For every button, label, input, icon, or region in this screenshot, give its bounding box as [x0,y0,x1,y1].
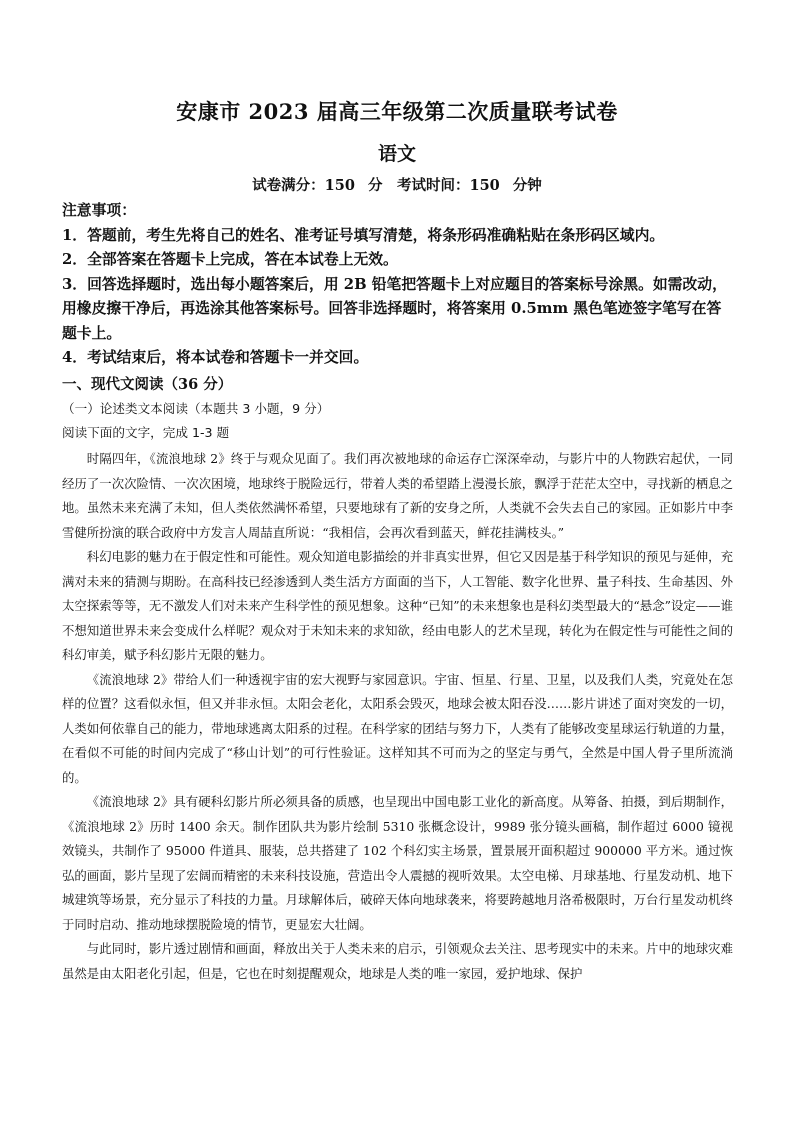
passage-paragraph-3: 《流浪地球 2》带给人们一种透视宇宙的宏大视野与家园意识。宇宙、恒星、行星、卫星，以及我们人类，究竟处在怎样的位置？这看似永恒，但又并非永恒。太阳会老化，太阳系会毁灭，地球会被太阳吞没……影片讲述了面对突发的一切，人类如何依靠自己的能力，带地球逃离太阳系的过程。在科学家的团结与努力下，人类有了能够改变星球运行轨道的力量，在看似不可能的时间内完成了“移山计划”的可行性验证。这样知其不可而为之的坚定与勇气，全然是中国人骨子里所流淌的。 [62,671,733,785]
passage-paragraph-5: 与此同时，影片透过剧情和画面，释放出关于人类未来的启示，引领观众去关注、思考现实中的未来。片中的地球灾难虽然是由太阳老化引起，但是，它也在时刻提醒观众，地球是人类的唯一家园，爱护地球、保护 [62,941,733,981]
notes-heading: 注意事项： [62,202,136,219]
exam-meta: 试卷满分：150 分 考试时间：150 分钟 [252,177,542,194]
passage-paragraph-2: 科幻电影的魅力在于假定性和可能性。观众知道电影描绘的并非真实世界，但它又因是基于科学知识的预见与延伸，充满对未来的猜测与期盼。在高科技已经渗透到人类生活方方面面的当下，人工智能、数字化世界、量子科技、生命基因、外太空探索等等，无不激发人们对未来产生科学性的预见想象。这种“已知”的未来想象也是科幻类型最大的“悬念”设定——谁不想知道世界未来会变成什么样呢？观众对于未知未来的求知欲，经由电影人的艺术呈现，转化为在假定性与可能性之间的科幻审美，赋予科幻影片无限的魅力。 [62,549,733,662]
section-heading: 一、现代文阅读（36 分） [62,376,233,393]
reading-instruction: 阅读下面的文字，完成 1-3 题 [62,425,230,440]
notes-block [62,199,732,371]
subsection-heading: （一）论述类文本阅读（本题共 3 小题，9 分） [62,401,330,416]
note-item-3: 3．回答选择题时，选出每小题答案后，用 2B 铅笔把答题卡上对应题目的答案标号涂黑。如需改动，用橡皮擦干净后，再选涂其他答案标号。回答非选择题时，将答案用 0.5mm 黑色笔迹签字笔写在答题卡上。 [62,275,727,342]
reading-passage [62,447,733,986]
note-item-4: 4．考试结束后，将本试卷和答题卡一并交回。 [62,349,369,366]
note-item-2: 2．全部答案在答题卡上完成，答在本试卷上无效。 [62,251,398,268]
exam-title: 安康市 2023 届高三年级第二次质量联考试卷 [176,99,618,124]
subject-title: 语文 [377,143,416,165]
passage-paragraph-1: 时隔四年，《流浪地球 2》终于与观众见面了。我们再次被地球的命运存亡深深牵动，与影片中的人物跌宕起伏，一同经历了一次次险情、一次次困境，地球终于脱险远行，带着人类的希望踏上漫漫长旅，飘浮于茫茫太空中，寻找新的栖息之地。虽然未来充满了未知，但人类依然满怀希望，只要地球有了新的安身之所，人类就不会失去自己的家园。正如影片中李雪健所扮演的联合政府中方发言人周喆直所说：“我相信，会再次看到蓝天，鲜花挂满枝头。” [62,451,733,540]
note-item-1: 1．答题前，考生先将自己的姓名、准考证号填写清楚，将条形码准确粘贴在条形码区域内。 [62,226,665,244]
passage-paragraph-4: 《流浪地球 2》具有硬科幻影片所必须具备的质感，也呈现出中国电影工业化的新高度。从筹备、拍摄，到后期制作，《流浪地球 2》历时 1400 余天。制作团队共为影片绘制 5310 张概念设计，9989 张分镜头画稿，制作超过 6000 镜视效镜头，共制作了 95000 件道具、服装，总共搭建了 102 个科幻实主场景，置景展开面积超过 900000 平方米。通过恢弘的画面，影片呈现了宏阔而精密的未来科技设施，营造出令人震撼的视听效果。太空电梯、月球基地、行星发动机、地下城建筑等场景，充分显示了科技的力量。月球解体后，破碎天体向地球袭来，将要跨越地月洛希极限时，万台行星发动机终于同时启动、推动地球摆脱险境的情节，更显宏大壮阔。 [62,794,733,932]
